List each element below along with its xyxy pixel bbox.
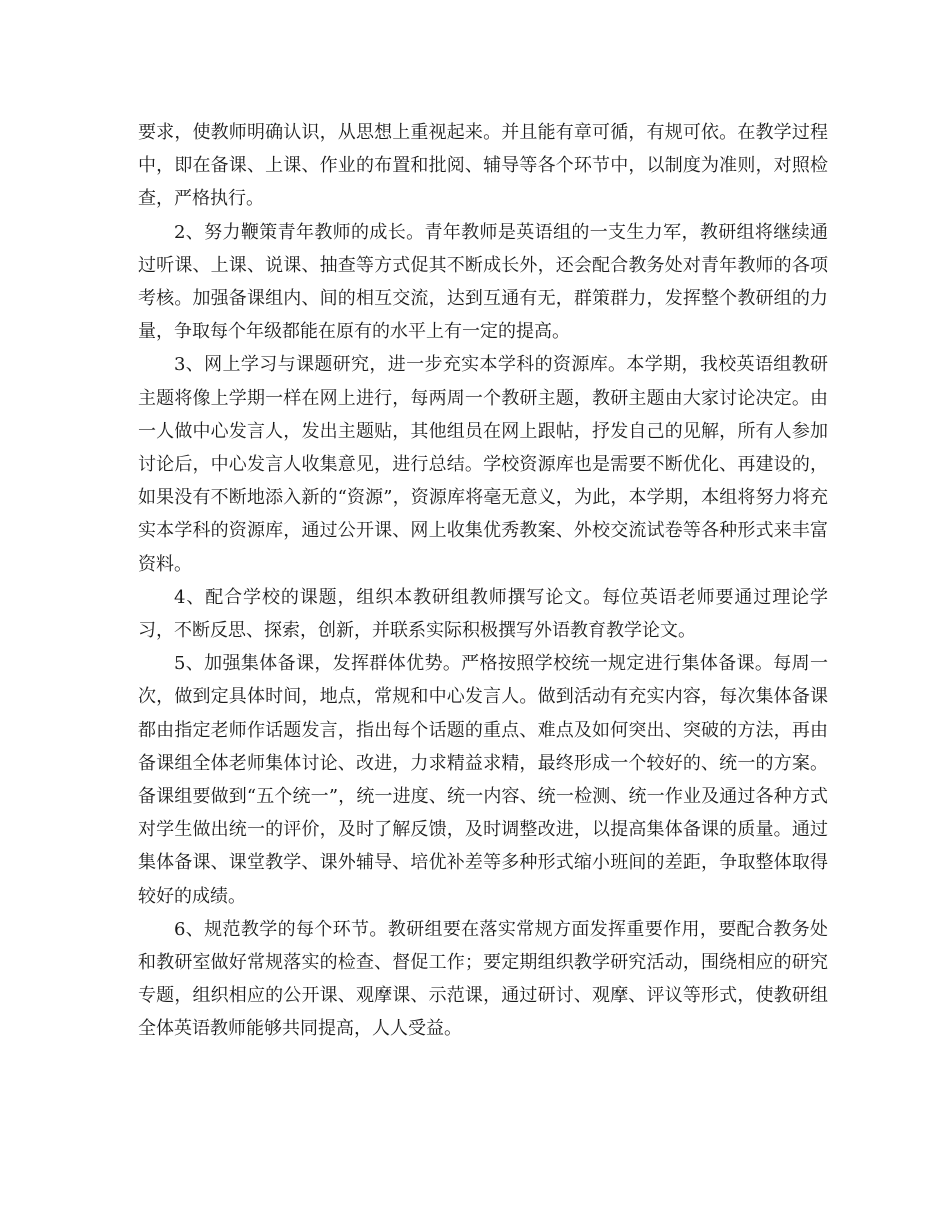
paragraph-item-3: 3、网上学习与课题研究，进一步充实本学科的资源库。本学期，我校英语组教研主题将像上学期一样在网上进行，每两周一个教研主题，教研主题由大家讨论决定。由一人做中心发言人，发出主题贴，其他组员在网上跟帖，抒发自己的见解，所有人参加讨论后，中心发言人收集意见，进行总结。学校资源库也是需要不断优化、再建设的，如果没有不断地添入新的“资源”，资源库将毫无意义，为此，本学期，本组将努力将充实本学科的资源库，通过公开课、网上收集优秀教案、外校交流试卷等各种形式来丰富资料。 (138, 354, 828, 575)
paragraph-item-5: 5、加强集体备课，发挥群体优势。严格按照学校统一规定进行集体备课。每周一次，做到定具体时间，地点，常规和中心发言人。做到活动有充实内容，每次集体备课都由指定老师作话题发言，指出每个话题的重点、难点及如何突出、突破的方法，再由备课组全体老师集体讨论、改进，力求精益求精，最终形成一个较好的、统一的方案。备课组要做到“五个统一”，统一进度、统一内容、统一检测、统一作业及通过各种方式对学生做出统一的评价，及时了解反馈，及时调整改进，以提高集体备课的质量。通过集体备课、课堂教学、课外辅导、培优补差等多种形式缩小班间的差距，争取整体取得较好的成绩。 (138, 653, 828, 907)
paragraph-item-6: 6、规范教学的每个环节。教研组要在落实常规方面发挥重要作用，要配合教务处和教研室做好常规落实的检查、督促工作；要定期组织教学研究活动，围绕相应的研究专题，组织相应的公开课、观摩课、示范课，通过研讨、观摩、评议等形式，使教研组全体英语教师能够共同提高，人人受益。 (138, 918, 828, 1040)
document-page (138, 116, 828, 1046)
paragraph-item-4: 4、配合学校的课题，组织本教研组教师撰写论文。每位英语老师要通过理论学习，不断反思、探索，创新，并联系实际积极撰写外语教育教学论文。 (138, 586, 828, 642)
paragraph-item-2: 2、努力鞭策青年教师的成长。青年教师是英语组的一支生力军，教研组将继续通过听课、上课、说课、抽查等方式促其不断成长外，还会配合教务处对青年教师的各项考核。加强备课组内、间的相互交流，达到互通有无，群策群力，发挥整个教研组的力量，争取每个年级都能在原有的水平上有一定的提高。 (138, 221, 828, 343)
paragraph-intro-continuation: 要求，使教师明确认识，从思想上重视起来。并且能有章可循，有规可依。在教学过程中，即在备课、上课、作业的布置和批阅、辅导等各个环节中，以制度为准则，对照检查，严格执行。 (138, 122, 828, 210)
